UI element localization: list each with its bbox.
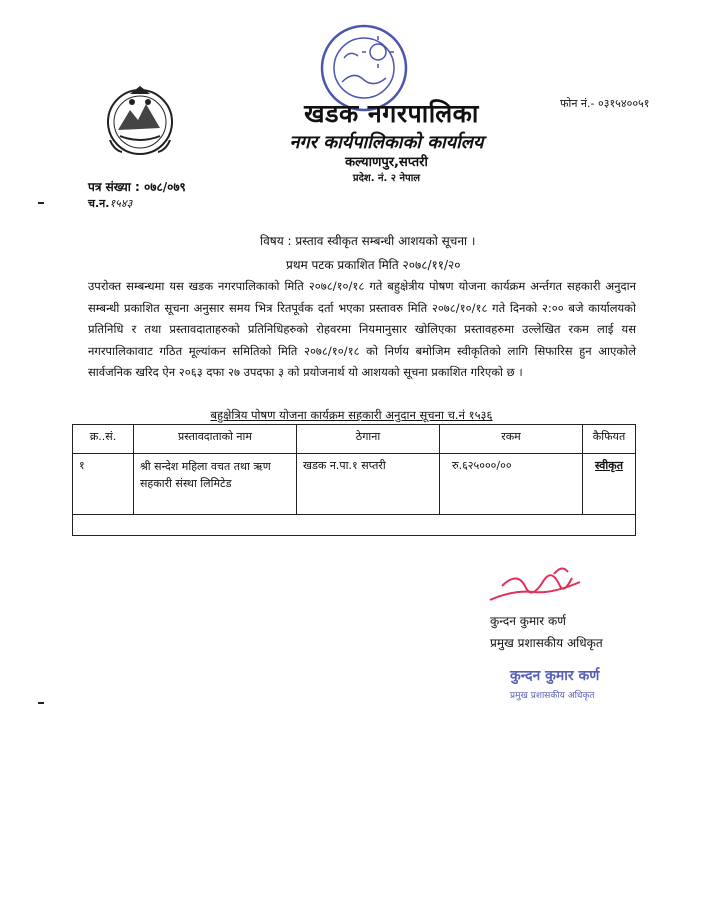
dispatch-prefix: च.न. — [88, 197, 110, 210]
col-header-address: ठेगाना — [297, 425, 440, 454]
table-header-row — [73, 425, 636, 454]
subject-line: विषय : प्रस्ताव स्वीकृत सम्बन्धी आशयको सूचना । — [260, 234, 476, 248]
empty-row — [73, 515, 636, 536]
margin-mark — [38, 202, 44, 204]
cell-name: श्री सन्देश महिला वचत तथा ऋण सहकारी संस्था लिमिटेड — [134, 454, 297, 515]
stamp-name: कुन्दन कुमार कर्ण — [510, 668, 600, 684]
first-published-date: प्रथम पटक प्रकाशित मिति २०७८/११/२० — [286, 258, 461, 272]
dispatch-value: १५४३ — [109, 197, 133, 210]
office-address: कल्याणपुर,सप्तरी — [345, 155, 428, 170]
signature-icon — [482, 560, 592, 620]
cell-amount: रु.६२५०००/०० — [440, 454, 583, 515]
col-header-sn: क्र..सं. — [73, 425, 134, 454]
table-row-empty — [73, 515, 636, 536]
province-line: प्रदेश. नं. २ नेपाल — [352, 173, 421, 184]
col-header-name: प्रस्तावदाताको नाम — [134, 425, 297, 454]
signatory-name: कुन्दन कुमार कर्ण — [490, 614, 566, 628]
cell-address: खडक न.पा.१ सप्तरी — [297, 454, 440, 515]
signatory-title: प्रमुख प्रशासकीय अधिकृत — [490, 636, 603, 650]
table-title — [0, 408, 703, 423]
notice-body: उपरोक्त सम्बन्धमा यस खडक नगरपालिकाको मिति २०७८/१०/१८ गते बहुक्षेत्रीय पोषण योजना कार्यक्रम अर्न्तगत सहकारी अनुदान सम्बन्धी प्रकाशित सूचना अनुसार समय भित्र रितपूर्वक दर्ता भएका प्रस्तावरु मिति २०७८/१०/१८ गते दिनको २:०० बजे कार्यालयको प्रतिनिधि र तथा प्रस्तावदाताहरुको प्रतिनिधिहरुको रोहवरमा नियमानुसार खोलिएका प्रस्तावहरुमा उल्लेखित रकम लाई यस नगरपालिकावाट गठित मूल्यांकन समितिको मिति २०७८/१०/१८ को निर्णय बमोजिम स्वीकृतिको लागि सिफारिस हुन आएकोले सार्वजनिक खरिद ऐन २०६३ दफा २७ उपदफा ३ को प्रयोजनार्थ यो आशयको सूचना प्रकाशित गरिएको छ । — [88, 279, 636, 379]
phone-number: फोन नं.- ०३१५४००५१ — [560, 97, 650, 110]
table-row — [73, 454, 636, 515]
office-subtitle: नगर कार्यपालिकाको कार्यालय — [289, 132, 484, 153]
table-title-text: बहुक्षेत्रिय पोषण योजना कार्यक्रम सहकारी अनुदान सूचना च.नं १५३६ — [210, 408, 493, 422]
cell-sn: १ — [73, 454, 134, 515]
stamp-title: प्रमुख प्रशासकीय अधिकृत — [510, 691, 595, 701]
letter-number: पत्र संख्या : ०७८/०७९ — [88, 180, 186, 194]
proposal-table — [72, 424, 636, 536]
municipality-title: खडक नगरपालिका — [304, 99, 479, 128]
margin-mark — [38, 702, 44, 704]
col-header-amount: रकम — [440, 425, 583, 454]
cell-remark: स्वीकृत — [583, 454, 636, 515]
col-header-remark: कैफियत — [583, 425, 636, 454]
dispatch-number — [88, 196, 132, 211]
